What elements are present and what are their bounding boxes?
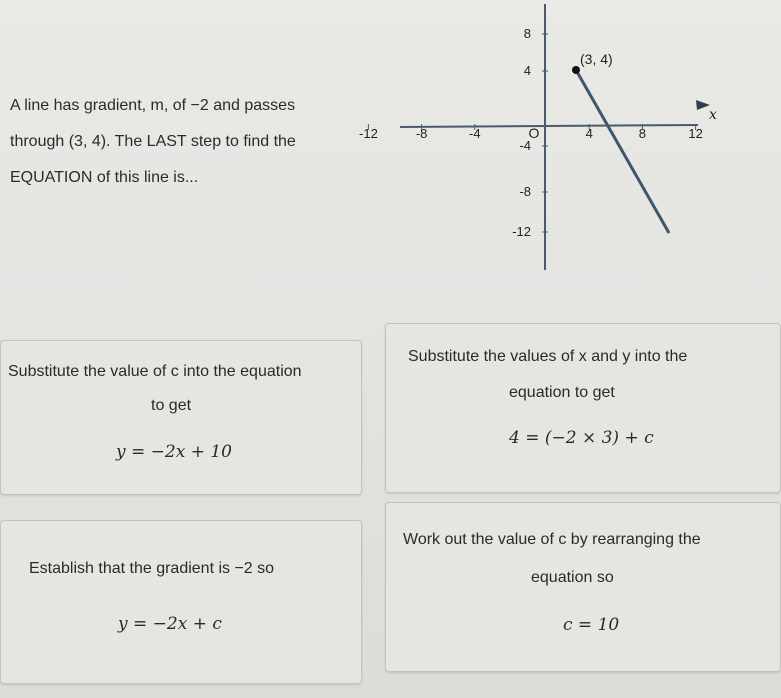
question-line-2: through (3, 4). The LAST step to find the: [10, 133, 296, 150]
card-text-line-1: Substitute the values of x and y into the: [408, 348, 688, 365]
answer-card-substitute-xy[interactable]: [385, 323, 781, 493]
card-equation: 4 = (−2 × 3) + c: [509, 428, 654, 448]
card-text-line-1: Substitute the value of c into the equation: [8, 363, 302, 380]
question-text: [10, 88, 355, 196]
point-label: (3, 4): [580, 51, 613, 67]
y-tick-label: -4: [519, 138, 531, 153]
card-equation: y = −2x + c: [118, 614, 222, 634]
card-text-line-1: Establish that the gradient is −2 so: [29, 560, 275, 577]
x-tick-label: 4: [585, 126, 593, 141]
x-tick-label: 12: [688, 126, 703, 141]
y-tick-label: 8: [523, 26, 531, 41]
card-text-line-2: to get: [151, 397, 192, 414]
x-axis: [400, 125, 698, 127]
y-tick-label: 4: [523, 63, 531, 78]
graph-line: [576, 70, 669, 233]
y-tick-label: -12: [512, 224, 531, 239]
card-equation: y = −2x + 10: [116, 442, 232, 462]
x-axis-arrow: [696, 100, 710, 110]
coordinate-graph: [359, 0, 725, 280]
x-tick-label: -4: [469, 126, 481, 141]
y-tick-label: -8: [519, 184, 531, 199]
card-equation: c = 10: [563, 615, 620, 635]
answer-card-work-out-c[interactable]: [385, 502, 781, 672]
answer-card-establish-gradient[interactable]: [0, 520, 362, 684]
x-tick-label: -8: [415, 126, 428, 141]
question-line-3: EQUATION of this line is...: [10, 169, 199, 186]
x-axis-label: x: [709, 107, 717, 123]
card-text-line-1: Work out the value of c by rearranging the: [403, 531, 701, 548]
x-tick-label: 8: [638, 126, 647, 141]
x-tick-label: -12: [359, 126, 378, 141]
card-text-line-2: equation so: [531, 569, 614, 586]
answer-card-substitute-c[interactable]: [0, 340, 362, 495]
card-text-line-2: equation to get: [509, 384, 615, 401]
origin-label: O: [528, 125, 540, 141]
point-marker: [572, 66, 580, 74]
question-line-1: A line has gradient, m, of −2 and passes: [10, 97, 296, 114]
